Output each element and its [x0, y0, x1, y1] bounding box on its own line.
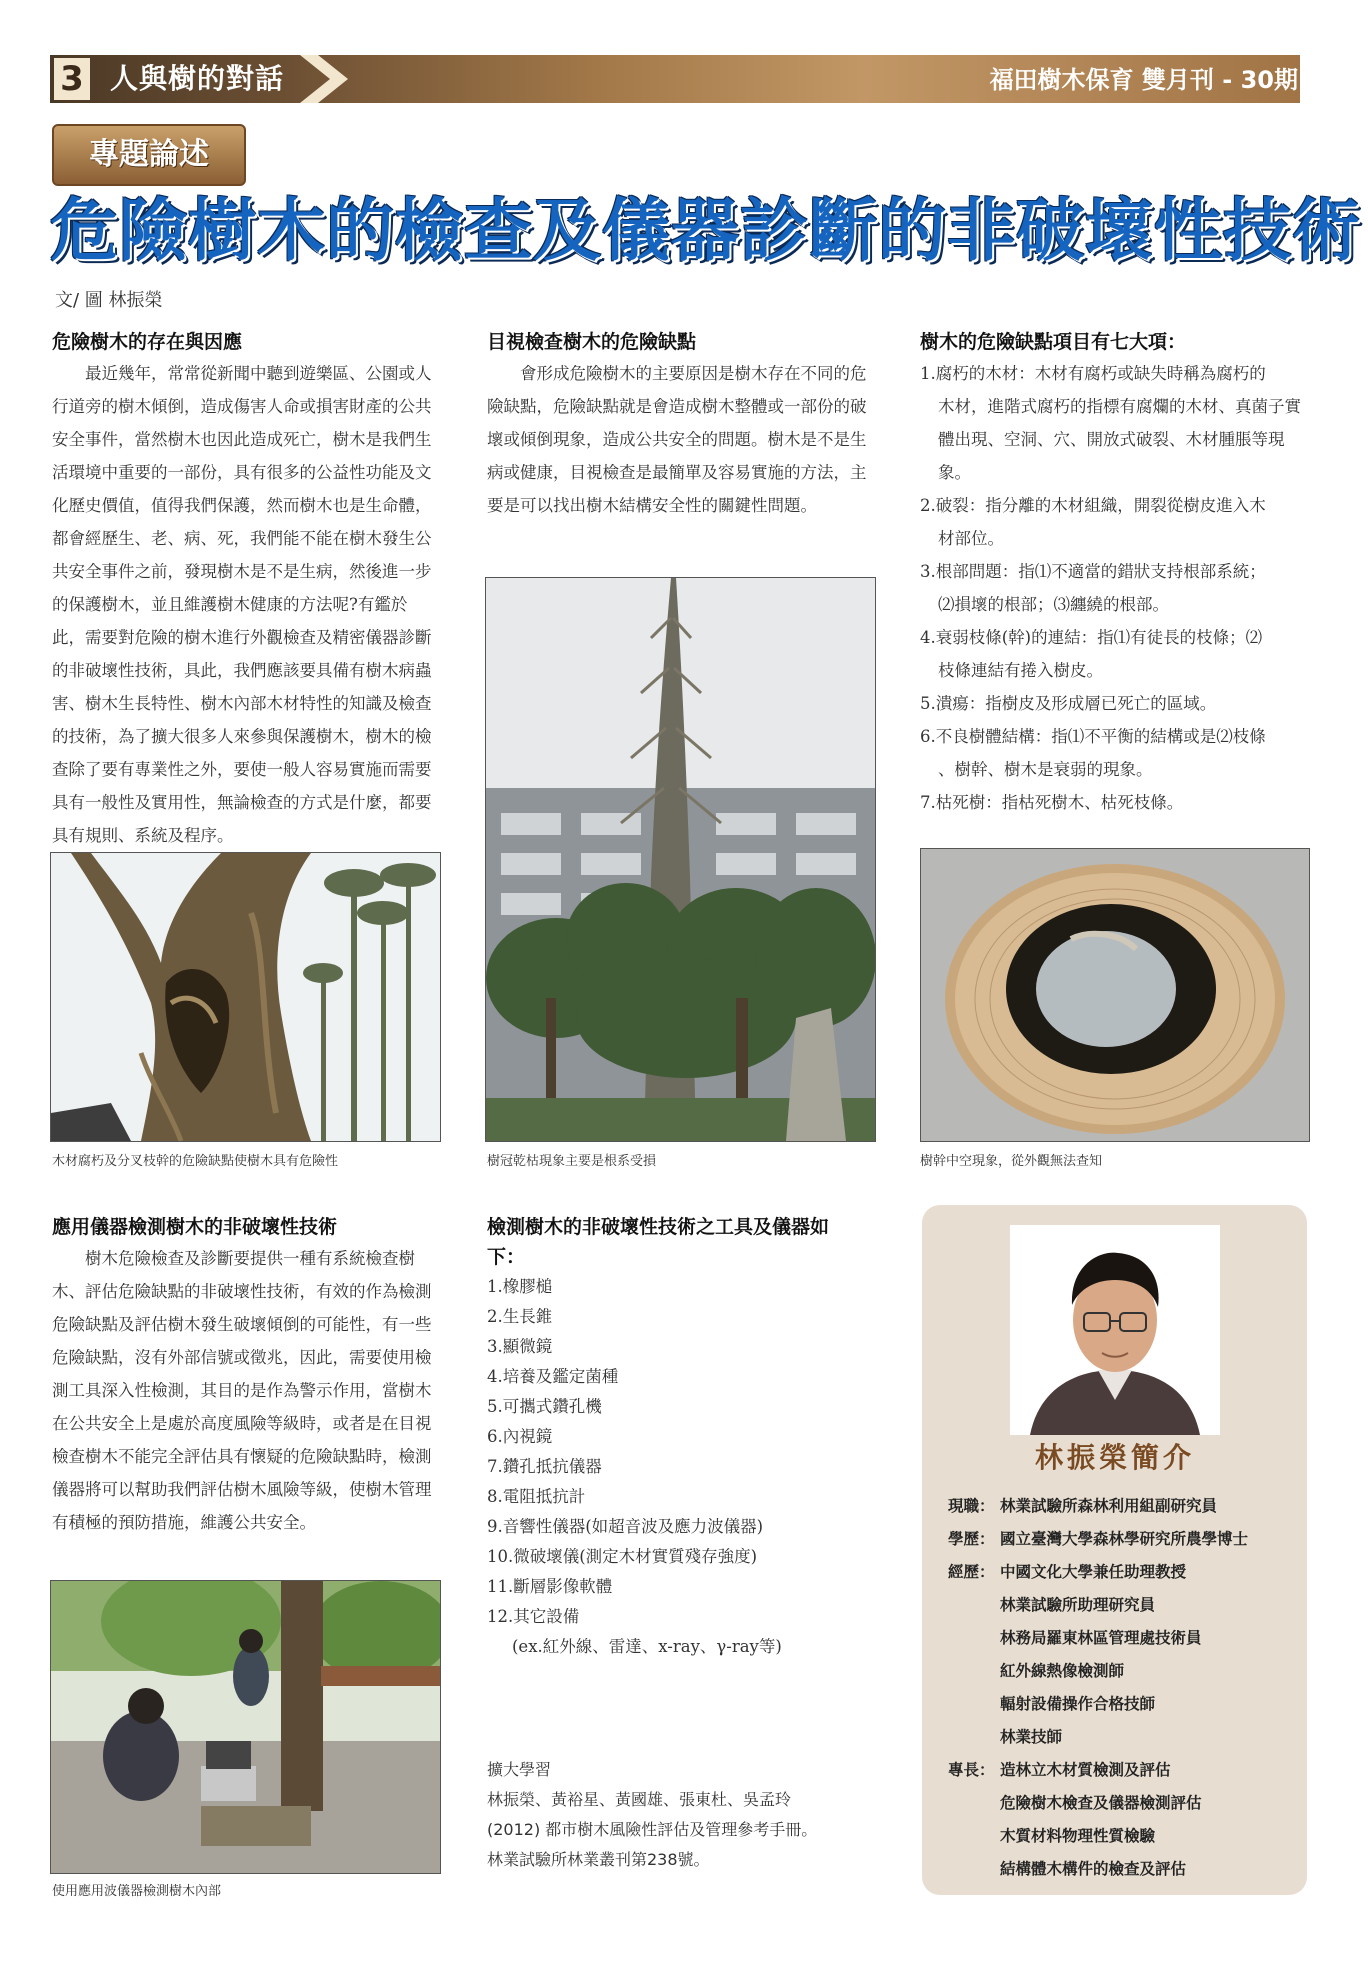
- defect-item-text: 2.破裂：指分離的木材組織，開裂從樹皮進入木: [920, 496, 1266, 515]
- tool-item: 12.其它設備: [487, 1607, 580, 1626]
- defect-item-text: 1.腐朽的木材：木材有腐朽或缺失時稱為腐朽的: [920, 364, 1266, 383]
- bio-row-value: 造林立木材質檢測及評估: [1000, 1761, 1171, 1779]
- col5-heading: 檢測樹木的非破壞性技術之工具及儀器如: [487, 1216, 830, 1238]
- defect-item-text: 6.不良樹體結構：指⑴不平衡的結構或是⑵枝條: [920, 727, 1266, 746]
- byline: 文/ 圖 林振榮: [55, 290, 163, 311]
- defect-item: [920, 687, 1315, 720]
- tool-item: (ex.紅外線、雷達、x-ray、γ-ray等): [512, 1637, 782, 1656]
- header-arrow-decoration: [300, 55, 360, 103]
- page-number: 3: [54, 58, 90, 100]
- bio-row-key: 專長：: [948, 1761, 995, 1779]
- tool-item: 9.音響性儀器(如超音波及應力波儀器): [487, 1517, 764, 1536]
- author-portrait-illustration: [1010, 1225, 1220, 1435]
- publication-title: 福田樹木保育 雙月刊 - 30期: [989, 66, 1298, 94]
- col3-heading: 樹木的危險缺點項目有七大項：: [920, 331, 1187, 353]
- tool-item: 6.內視鏡: [487, 1427, 553, 1446]
- photo-decayed-trunk: [50, 852, 441, 1142]
- topic-tag: 專題論述: [52, 124, 246, 186]
- tool-list: [487, 1272, 887, 1662]
- bio-row-value: 林業試驗所助理研究員: [1000, 1596, 1156, 1614]
- further-reading-title: 擴大學習: [487, 1760, 552, 1779]
- bio-row: [948, 1523, 1298, 1556]
- caption-2: 樹冠乾枯現象主要是根系受損: [487, 1154, 657, 1169]
- defect-item-cont: 木材，進階式腐朽的指標有腐爛的木材、真菌子實體出現、空洞、穴、開放式破裂、木材腫脹等現象。: [938, 397, 1301, 482]
- defect-item-cont: 材部位。: [938, 529, 1004, 548]
- bio-row-value: 輻射設備操作合格技師: [1000, 1695, 1156, 1713]
- bio-row-value: 危險樹木檢查及儀器檢測評估: [1000, 1794, 1202, 1812]
- defect-item: [920, 720, 1315, 786]
- bio-row: [948, 1787, 1298, 1820]
- defect-item-cont: 、樹幹、樹木是衰弱的現象。: [938, 760, 1153, 779]
- tool-item: 8.電阻抵抗計: [487, 1487, 586, 1506]
- defect-item-cont: 枝條連結有捲入樹皮。: [938, 661, 1103, 680]
- tool-item: 4.培養及鑑定菌種: [487, 1367, 619, 1386]
- bio-row: [948, 1490, 1298, 1523]
- bio-row-value: 林業技師: [1000, 1728, 1063, 1746]
- tool-item: 7.鑽孔抵抗儀器: [487, 1457, 602, 1476]
- bio-row: [948, 1853, 1298, 1886]
- col2-heading: 目視檢查樹木的危險缺點: [487, 331, 697, 353]
- defect-item-text: 7.枯死樹：指枯死樹木、枯死枝條。: [920, 793, 1184, 812]
- bio-row: [948, 1622, 1298, 1655]
- bio-row-value: 紅外線熱像檢測師: [1000, 1662, 1125, 1680]
- section-title: 人與樹的對話: [110, 62, 285, 95]
- defect-list: [920, 357, 1315, 819]
- bio-row-value: 木質材料物理性質檢驗: [1000, 1827, 1156, 1845]
- photo-dry-crown-tree: [485, 577, 876, 1142]
- bio-row-key: 學歷：: [948, 1530, 995, 1548]
- col4-heading: 應用儀器檢測樹木的非破壞性技術: [52, 1216, 338, 1238]
- bio-row-value: 林業試驗所森林利用組副研究員: [1000, 1497, 1218, 1515]
- bio-row: [948, 1820, 1298, 1853]
- defect-item-text: 4.衰弱枝條(幹)的連結：指⑴有徒長的枝條；⑵: [920, 628, 1263, 647]
- defect-item: [920, 489, 1315, 555]
- caption-3: 樹幹中空現象，從外觀無法查知: [920, 1154, 1103, 1169]
- col2-body: 會形成危險樹木的主要原因是樹木存在不同的危險缺點，危險缺點就是會造成樹木整體或一部份的破壞或傾倒現象，造成公共安全的問題。樹木是不是生病或健康，目視檢查是最簡單及容易實施的方法，主要是可以找出樹木結構安全性的關鍵性問題。: [487, 364, 867, 515]
- article-title: 危險樹木的檢查及儀器診斷的非破壞性技術: [50, 192, 1362, 271]
- photo-instrument-testing: [50, 1580, 441, 1874]
- defect-item-cont: ⑵損壞的根部；⑶纏繞的根部。: [938, 595, 1169, 614]
- col2-section: [487, 327, 877, 522]
- author-bio-title: 林振榮簡介: [1034, 1441, 1195, 1474]
- defect-item: [920, 357, 1315, 489]
- tool-item: 1.橡膠槌: [487, 1277, 553, 1296]
- bio-row-value: 中國文化大學兼任助理教授: [1000, 1563, 1187, 1581]
- dry-crown-tree-illustration: [486, 578, 875, 1141]
- bio-row: [948, 1655, 1298, 1688]
- bio-row: [948, 1721, 1298, 1754]
- bio-row: [948, 1556, 1298, 1589]
- hollow-trunk-illustration: [921, 849, 1309, 1141]
- col5-heading-cont: 下：: [487, 1246, 526, 1268]
- bio-row-value: 結構體木構件的檢查及評估: [1000, 1860, 1187, 1878]
- col4-section: [52, 1212, 437, 1539]
- col1-heading: 危險樹木的存在與因應: [52, 331, 243, 353]
- col4-body: 樹木危險檢查及診斷要提供一種有系統檢查樹木、評估危險缺點的非破壞性技術，有效的作為檢測危險缺點及評估樹木發生破壞傾倒的可能性，有一些危險缺點，沒有外部信號或徵兆，因此，需要使用檢測工具深入性檢測，其目的是作為警示作用，當樹木在公共安全上是處於高度風險等級時，或者是在目視檢查樹木不能完全評估具有懷疑的危險缺點時，檢測儀器將可以幫助我們評估樹木風險等級，使樹木管理有積極的預防措施，維護公共安全。: [52, 1249, 432, 1532]
- reference-line: (2012) 都市樹木風險性評估及管理參考手冊。: [487, 1820, 818, 1839]
- defect-item: [920, 621, 1315, 687]
- tool-item: 11.斷層影像軟體: [487, 1577, 613, 1596]
- col1-section: [52, 327, 437, 852]
- col5-section: [487, 1212, 887, 1662]
- reference-line: 林業試驗所林業叢刊第238號。: [487, 1850, 710, 1869]
- caption-4: 使用應用波儀器檢測樹木內部: [52, 1884, 222, 1899]
- tool-item: 10.微破壞儀(測定木材實質殘存強度): [487, 1547, 758, 1566]
- defect-item-text: 3.根部問題：指⑴不適當的錯狀支持根部系統；: [920, 562, 1266, 581]
- bio-row-value: 國立臺灣大學森林學研究所農學博士: [1000, 1530, 1249, 1548]
- photo-hollow-trunk: [920, 848, 1310, 1142]
- tool-item: 3.顯微鏡: [487, 1337, 553, 1356]
- caption-1: 木材腐朽及分叉枝幹的危險缺點使樹木具有危險性: [52, 1154, 339, 1169]
- bio-row-key: 現職：: [948, 1497, 995, 1515]
- instrument-testing-illustration: [51, 1581, 440, 1873]
- tool-item: 5.可攜式鑽孔機: [487, 1397, 602, 1416]
- col3-section: [920, 327, 1315, 819]
- bio-row-key: 經歷：: [948, 1563, 995, 1581]
- bio-row: [948, 1754, 1298, 1787]
- decayed-trunk-illustration: [51, 853, 440, 1141]
- tool-item: 2.生長錐: [487, 1307, 553, 1326]
- defect-item: [920, 555, 1315, 621]
- col1-body: 最近幾年，常常從新聞中聽到遊樂區、公園或人行道旁的樹木傾倒，造成傷害人命或損害財產的公共安全事件，當然樹木也因此造成死亡，樹木是我們生活環境中重要的一部份，具有很多的公益性功能及文化歷史價值，值得我們保護，然而樹木也是生命體，都會經歷生、老、病、死，我們能不能在樹木發生公共安全事件之前，發現樹木是不是生病，然後進一步的保護樹木，並且維護樹木健康的方法呢?有鑑於此，需要對危險的樹木進行外觀檢查及精密儀器診斷的非破壞性技術，具此，我們應該要具備有樹木病蟲害、樹木生長特性、樹木內部木材特性的知識及檢查的技術，為了擴大很多人來參與保護樹木，樹木的檢查除了要有專業性之外，要使一般人容易實施而需要具有一般性及實用性，無論檢查的方式是什麼，都要具有規則、系統及程序。: [52, 364, 432, 845]
- further-reading: [487, 1755, 907, 1875]
- bio-row: [948, 1688, 1298, 1721]
- bio-row-value: 林務局羅東林區管理處技術員: [1000, 1629, 1202, 1647]
- defect-item-text: 5.潰瘍：指樹皮及形成層已死亡的區域。: [920, 694, 1217, 713]
- reference-line: 林振榮、黃裕星、黃國雄、張東杜、吳孟玲: [487, 1790, 792, 1809]
- author-photo: [1010, 1225, 1220, 1435]
- defect-item: [920, 786, 1315, 819]
- bio-row: [948, 1589, 1298, 1622]
